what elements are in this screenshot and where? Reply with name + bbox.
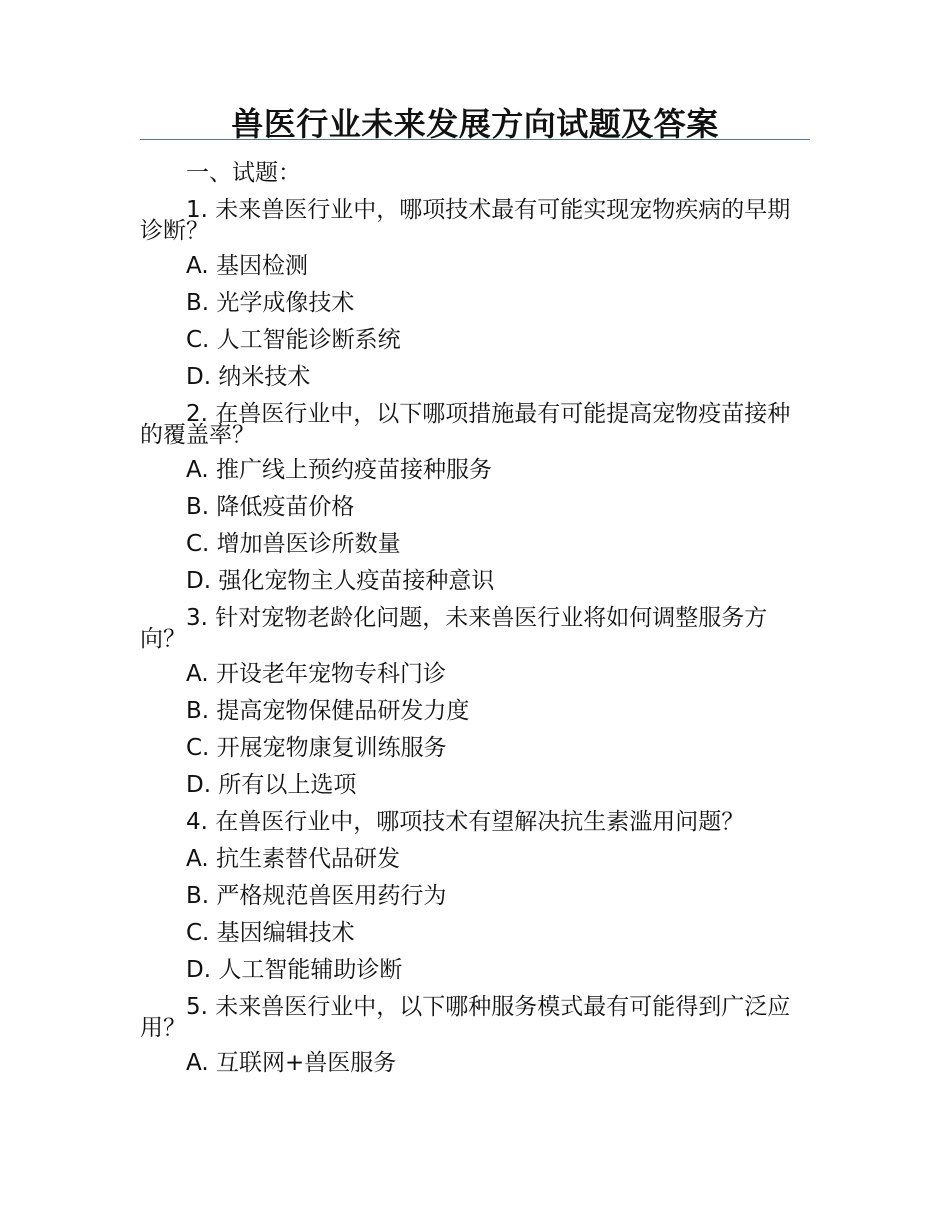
q2-option-a: A. 推广线上预约疫苗接种服务 — [186, 457, 492, 483]
question-5: 5. 未来兽医行业中，以下哪种服务模式最有可能得到广泛应用？ — [140, 994, 791, 1041]
question-2: 2. 在兽医行业中，以下哪项措施最有可能提高宠物疫苗接种的覆盖率？ — [140, 401, 791, 448]
q4-option-a: A. 抗生素替代品研发 — [186, 846, 400, 872]
q1-option-c: C. 人工智能诊断系统 — [186, 327, 401, 353]
q1-option-b: B. 光学成像技术 — [186, 290, 355, 316]
question-3: 3. 针对宠物老龄化问题，未来兽医行业将如何调整服务方向？ — [140, 605, 768, 652]
q3-option-c: C. 开展宠物康复训练服务 — [186, 735, 447, 761]
q1-option-d: D. 纳米技术 — [186, 364, 311, 390]
question-4: 4. 在兽医行业中，哪项技术有望解决抗生素滥用问题？ — [186, 809, 745, 835]
title-underline — [140, 139, 810, 140]
q3-option-d: D. 所有以上选项 — [186, 772, 357, 798]
section-heading: 一、试题： — [186, 160, 301, 186]
q4-option-c: C. 基因编辑技术 — [186, 920, 355, 946]
question-1: 1. 未来兽医行业中，哪项技术最有可能实现宠物疾病的早期诊断？ — [140, 197, 791, 244]
q5-option-a: A. 互联网+兽医服务 — [186, 1050, 397, 1076]
q2-option-d: D. 强化宠物主人疫苗接种意识 — [186, 568, 495, 594]
q3-option-b: B. 提高宠物保健品研发力度 — [186, 698, 470, 724]
q3-option-a: A. 开设老年宠物专科门诊 — [186, 661, 446, 687]
document-title: 兽医行业未来发展方向试题及答案 — [231, 105, 719, 143]
document-body — [140, 155, 810, 1082]
q2-option-b: B. 降低疫苗价格 — [186, 494, 355, 520]
q4-option-b: B. 严格规范兽医用药行为 — [186, 883, 447, 909]
q4-option-d: D. 人工智能辅助诊断 — [186, 957, 403, 983]
q1-option-a: A. 基因检测 — [186, 253, 308, 279]
q2-option-c: C. 增加兽医诊所数量 — [186, 531, 401, 557]
